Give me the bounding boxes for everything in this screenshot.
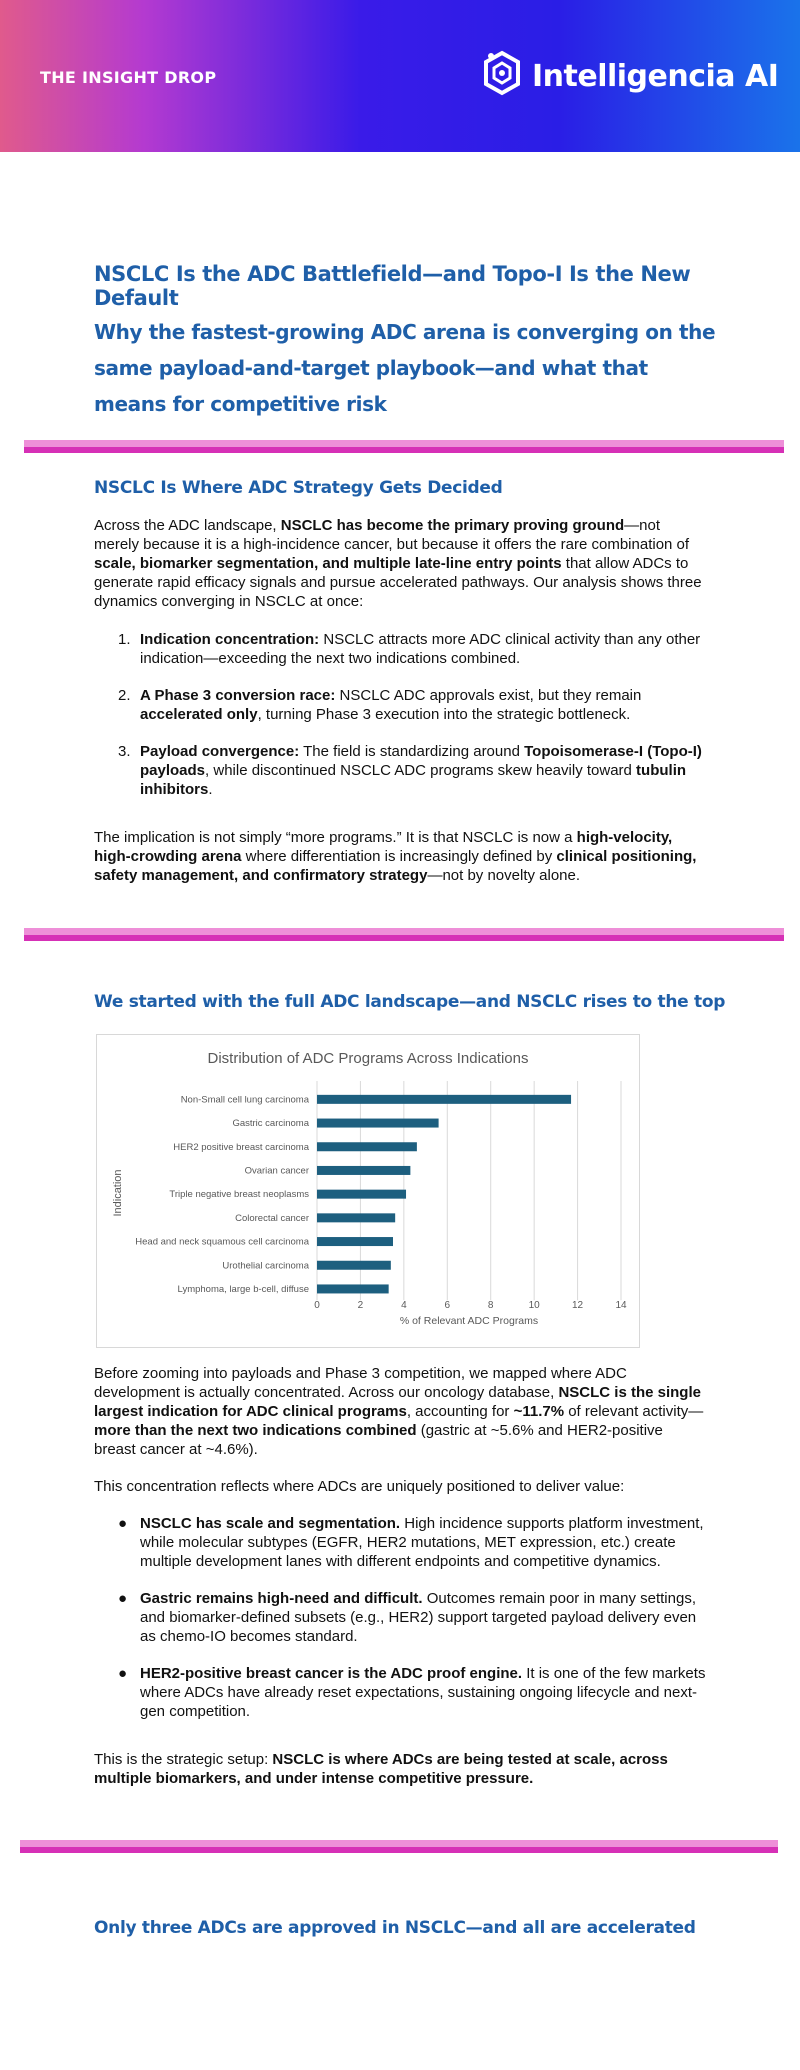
bar [317, 1095, 571, 1104]
category-label: Lymphoma, large b-cell, diffuse [177, 1283, 309, 1295]
numbered-list-item [94, 742, 706, 799]
text-run: Before zooming into payloads and Phase 3 competition, we mapped where ADC development is actually concentrated. Across our oncology database, [94, 1365, 627, 1401]
x-axis-label: % of Relevant ADC Programs [399, 1315, 539, 1327]
bar-chart-svg [97, 1035, 639, 1347]
text-run: This is the strategic setup: [94, 1751, 273, 1768]
section1-numbered-list [94, 630, 706, 799]
text-run: (gastric at ~5.6% and HER2-positive breast cancer at ~4.6%). [94, 1422, 663, 1458]
bold-text: high-velocity, high-crowding arena [94, 829, 673, 865]
section1-heading: NSCLC Is Where ADC Strategy Gets Decided [94, 478, 503, 498]
bold-text: HER2-positive breast cancer is the ADC proof engine. [140, 1665, 523, 1682]
page-title: NSCLC Is the ADC Battlefield—and Topo-I Is the New Default [94, 262, 691, 310]
text-run: where differentiation is increasingly defined by [241, 848, 557, 865]
hexagon-network-icon [482, 50, 522, 103]
text-run: NSCLC attracts more ADC clinical activity than any other indication—exceeding the next two indications combined. [140, 631, 701, 667]
section2-intro [94, 1364, 706, 1459]
bold-text: Payload convergence: [140, 743, 300, 760]
section2-conclusion [94, 1750, 706, 1788]
section-divider [20, 1840, 778, 1853]
section2-lead: This concentration reflects where ADCs are uniquely positioned to deliver value: [94, 1478, 625, 1495]
chart-title: Distribution of ADC Programs Across Indications [207, 1050, 529, 1067]
bold-text: accelerated only [140, 706, 258, 723]
x-tick-label: 0 [314, 1300, 320, 1311]
section1-intro [94, 516, 706, 611]
text-run: Outcomes remain poor in many settings, and biomarker-defined subsets (e.g., HER2) support targeted payload delivery even as chemo-IO becomes standard. [140, 1590, 697, 1645]
text-run: of relevant activity— [564, 1403, 704, 1420]
bold-text: NSCLC has scale and segmentation. [140, 1515, 401, 1532]
bar [317, 1142, 417, 1151]
text-run: , turning Phase 3 execution into the strategic bottleneck. [257, 706, 631, 723]
bold-text: tubulin inhibitors [140, 762, 687, 798]
list-marker: ● [118, 1590, 128, 1607]
category-label: Colorectal cancer [235, 1212, 309, 1224]
page-subtitle: Why the fastest-growing ADC arena is converging on the same payload-and-target playbook—and what that means for competitive risk [94, 320, 716, 416]
section-divider [24, 928, 784, 941]
bar [317, 1119, 439, 1128]
bold-text: NSCLC is the single largest indication for ADC clinical programs [94, 1384, 701, 1420]
logo[interactable] [482, 50, 778, 103]
bold-text: scale, biomarker segmentation, and multiple late-line entry points [94, 555, 562, 572]
bold-text: NSCLC has become the primary proving ground [280, 517, 625, 534]
x-tick-label: 4 [401, 1300, 407, 1311]
bar [317, 1261, 391, 1270]
list-marker: 2. [118, 687, 131, 704]
bold-text: Indication concentration: [140, 631, 320, 648]
category-label: Urothelial carcinoma [222, 1260, 309, 1272]
text-run: , while discontinued NSCLC ADC programs skew heavily toward [205, 762, 637, 779]
numbered-list-item [94, 686, 706, 724]
section3-heading: Only three ADCs are approved in NSCLC—and all are accelerated [94, 1918, 696, 1938]
bold-text: clinical positioning, safety management, and confirmatory strategy [94, 848, 697, 884]
category-label: Gastric carcinoma [232, 1118, 309, 1130]
list-marker: 1. [118, 631, 131, 648]
bold-text: more than the next two indications combined [94, 1422, 417, 1439]
section2-bullet-list [94, 1514, 706, 1721]
list-marker: ● [118, 1515, 128, 1532]
bullet-list-item [94, 1664, 706, 1721]
list-marker: ● [118, 1665, 128, 1682]
list-marker: 3. [118, 743, 131, 760]
bold-text: Topoisomerase-I (Topo-I) payloads [140, 743, 702, 779]
category-label: HER2 positive breast carcinoma [173, 1141, 309, 1153]
x-tick-label: 12 [572, 1300, 584, 1311]
bar [317, 1166, 410, 1175]
bold-text: A Phase 3 conversion race: [140, 687, 336, 704]
bullet-list-item [94, 1589, 706, 1646]
category-label: Ovarian cancer [244, 1165, 309, 1177]
text-run: Across the ADC landscape, [94, 517, 281, 534]
x-tick-label: 8 [487, 1300, 494, 1311]
bar [317, 1213, 395, 1222]
numbered-list-item [94, 630, 706, 668]
logo-text: Intelligencia AI [532, 59, 779, 94]
text-run: that allow ADCs to generate rapid efficacy signals and pursue accelerated pathways. Our analysis shows three dynamics converging in NSCLC at once: [94, 555, 702, 610]
section1-conclusion [94, 828, 706, 885]
bar [317, 1284, 389, 1293]
text-run: It is one of the few markets where ADCs have already reset expectations, sustaining ongoing lifecycle and next-gen competition. [140, 1665, 706, 1720]
text-run: , accounting for [406, 1403, 514, 1420]
header-banner [0, 0, 800, 152]
text-run: NSCLC ADC approvals exist, but they remain [335, 687, 642, 704]
text-run: High incidence supports platform investment, while molecular subtypes (EGFR, HER2 mutations, MET expression, etc.) create multiple development lanes with different endpoints and competitive dynamics. [140, 1515, 704, 1570]
text-run: . [208, 781, 213, 798]
text-run: —not by novelty alone. [427, 867, 581, 884]
y-axis-label: Indication [112, 1169, 124, 1217]
section-divider [24, 440, 784, 453]
section1-body [94, 516, 706, 885]
bold-text: NSCLC is where ADCs are being tested at scale, across multiple biomarkers, and under intense competitive pressure. [94, 1751, 668, 1787]
bar-chart [96, 1034, 640, 1348]
category-label: Non-Small cell lung carcinoma [180, 1094, 309, 1106]
section2-body [94, 1364, 706, 1788]
bold-text: Gastric remains high-need and difficult. [140, 1590, 423, 1607]
section2-heading: We started with the full ADC landscape—and NSCLC rises to the top [94, 992, 726, 1012]
bullet-list-item [94, 1514, 706, 1571]
category-label: Triple negative breast neoplasms [169, 1189, 309, 1201]
text-run: The implication is not simply “more programs.” It is that NSCLC is now a [94, 829, 577, 846]
bar [317, 1237, 393, 1246]
x-tick-label: 14 [615, 1300, 627, 1311]
x-tick-label: 2 [357, 1300, 364, 1311]
bar [317, 1190, 406, 1199]
text-run: —not merely because it is a high-incidence cancer, but because it offers the rare combination of [94, 517, 690, 553]
x-tick-label: 6 [444, 1300, 451, 1311]
category-label: Head and neck squamous cell carcinoma [135, 1236, 309, 1248]
x-tick-label: 10 [528, 1300, 540, 1311]
text-run: The field is standardizing around [299, 743, 525, 760]
brand-left-label: THE INSIGHT DROP [40, 68, 217, 87]
bold-text: ~11.7% [513, 1403, 565, 1420]
